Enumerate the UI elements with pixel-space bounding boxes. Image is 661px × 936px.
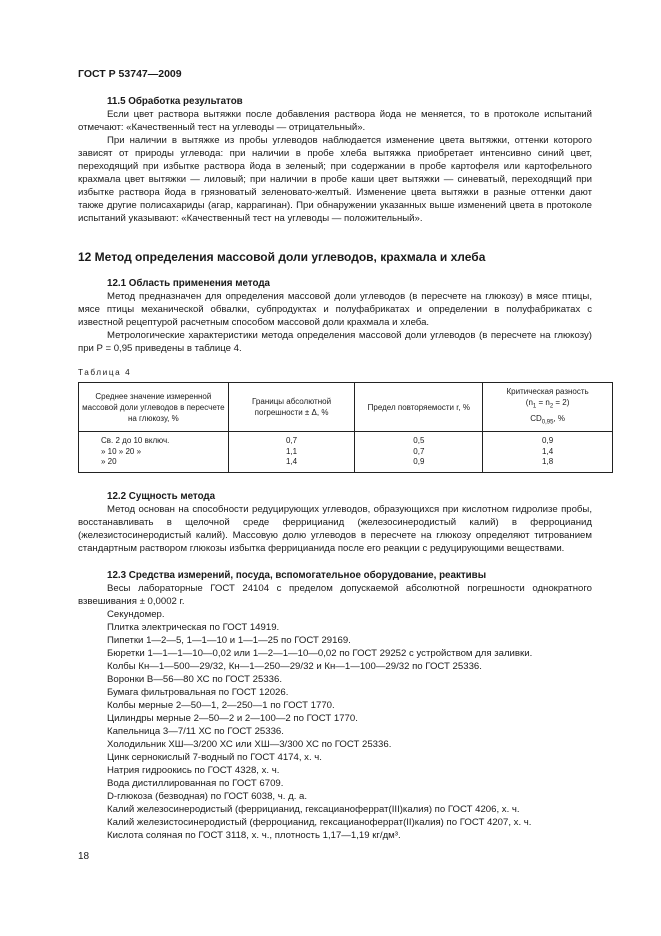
- table-cell: 1,4: [542, 446, 554, 456]
- section-12-2-title: 12.2 Сущность метода: [107, 491, 216, 502]
- table-4: [78, 382, 613, 473]
- header-line: Критическая разность: [506, 387, 589, 396]
- table-cell: 1,8: [542, 457, 554, 467]
- equipment-item: Колбы Кн—1—500—29/32, Кн—1—250—29/32 и Кн—1—100—29/32 по ГОСТ 25336.: [107, 661, 482, 672]
- section-12-1-title: 12.1 Область применения метода: [107, 278, 271, 289]
- section-12-3-title: 12.3 Средства измерений, посуда, вспомогательное оборудование, реактивы: [107, 570, 487, 581]
- equipment-item: Калий железистосинеродистый (ферроцианид, гексацианоферрат(II)калия) по ГОСТ 4207, х. ч.: [107, 817, 532, 828]
- equipment-item: Пипетки 1—2—5, 1—1—10 и 1—1—25 по ГОСТ 29169.: [107, 635, 351, 646]
- section-11-5-paragraph-2: При наличии в вытяжке из пробы углеводов наблюдается изменение цвета вытяжки, оттенки которого зависят от природы углевода: при наличии в пробе хлеба вытяжка приобретает интенсивно синий цвет, переходящий при избытке раствора йода в зеленый; при содержании в пробе картофеля или картофельного крахмала цвет вытяжки — лиловый; при наличии в пробе каши цвет вытяжки — синеватый, переходящий при избытке раствора йода в грязноватый зеленовато-желтый. Изменение цвета вытяжки в разные оттенки дают также другие полисахариды (агар, каррагинан). При обнаружении указанных выше изменений цвета в протоколе испытаний указывают: «Качественный тест на углеводы — положительный».: [78, 135, 592, 224]
- equipment-item: Цинк сернокислый 7-водный по ГОСТ 4174, х. ч.: [107, 752, 322, 763]
- equipment-item: Калий железосинеродистый (феррицианид, гексацианоферрат(III)калия) по ГОСТ 4206, х. ч.: [107, 804, 520, 815]
- table-cell: 0,7: [413, 446, 425, 456]
- table-cell: 0,5: [413, 436, 425, 446]
- equipment-item: Холодильник ХШ—3/200 ХС или ХШ—3/300 ХС по ГОСТ 25336.: [107, 739, 392, 750]
- table-header-cell-critical-difference: [483, 383, 613, 432]
- table-cell: 1,4: [285, 457, 298, 467]
- section-12-3-paragraph-1: Весы лабораторные ГОСТ 24104 с пределом допускаемой абсолютной погрешности однократного взвешивания ± 0,0002 г.: [78, 583, 592, 607]
- section-12-title: 12 Метод определения массовой доли углеводов, крахмала и хлеба: [78, 250, 486, 264]
- equipment-item: Секундомер.: [107, 609, 165, 620]
- section-12-2-paragraph-1: Метод основан на способности редуцирующих углеводов, образующихся при кислотном гидролизе пробы, восстанавливать в щелочной среде феррицианид (железосинеродистый калий) в ферроцианид (железистосинеродистый калий). Массовую долю углеводов в пересчете на глюкозу определяют титрованием стандартным раствором глюкозы избытка феррицианида после его реакции с редуцирующими веществами.: [78, 504, 592, 554]
- table-header-row: [79, 383, 613, 432]
- section-11-5-title: 11.5 Обработка результатов: [107, 96, 243, 107]
- table-cell: » 20: [101, 457, 117, 467]
- table-header-cell: Среднее значение измеренной массовой доли углеводов в пересчете на глюкозу, %: [79, 383, 229, 432]
- table-column-error: [228, 432, 355, 473]
- equipment-item: Воронки В—56—80 ХС по ГОСТ 25336.: [107, 674, 282, 685]
- table-4-caption: Таблица 4: [78, 368, 132, 377]
- equipment-item: Капельница 3—7/11 ХС по ГОСТ 25336.: [107, 726, 284, 737]
- table-header-cell: Предел повторяемости r, %: [355, 383, 483, 432]
- equipment-item: Цилиндры мерные 2—50—2 и 2—100—2 по ГОСТ 1770.: [107, 713, 358, 724]
- table-cell: 0,7: [285, 436, 298, 446]
- table-cell: 1,1: [285, 446, 298, 456]
- section-11-5-paragraph-1: Если цвет раствора вытяжки после добавления раствора йода не меняется, то в протоколе испытаний отмечают: «Качественный тест на углеводы — отрицательный».: [78, 109, 592, 133]
- equipment-item: Колбы мерные 2—50—1, 2—250—1 по ГОСТ 1770.: [107, 700, 335, 711]
- document-header: ГОСТ Р 53747—2009: [78, 68, 182, 80]
- equipment-item: Натрия гидроокись по ГОСТ 4328, х. ч.: [107, 765, 280, 776]
- equipment-item: Бумага фильтровальная по ГОСТ 12026.: [107, 687, 289, 698]
- header-formula-cd: $CD_{0,95}$, %: [530, 413, 566, 426]
- equipment-item: Кислота соляная по ГОСТ 3118, х. ч., плотность 1,17—1,19 кг/дм³.: [107, 830, 401, 841]
- equipment-item: D-глюкоза (безводная) по ГОСТ 6038, ч. д. а.: [107, 791, 308, 802]
- table-cell: 0,9: [542, 436, 554, 446]
- table-cell: 0,9: [413, 457, 425, 467]
- page-number: 18: [78, 851, 90, 862]
- table-header-cell: Границы абсолютной погрешности ± Δ, %: [228, 383, 355, 432]
- table-column-range: [79, 432, 229, 473]
- equipment-item: Вода дистиллированная по ГОСТ 6709.: [107, 778, 284, 789]
- section-12-1-paragraph-2: Метрологические характеристики метода определения массовой доли углеводов (в пересчете на глюкозу) при P = 0,95 приведены в таблице 4.: [78, 330, 592, 354]
- table-body: [79, 432, 613, 473]
- table-cell: » 10 » 20 »: [101, 446, 142, 456]
- section-12-1-paragraph-1: Метод предназначен для определения массовой доли углеводов (в пересчете на глюкозу) в мясе птицы, мясе птицы механической обвалки, субпродуктах и полуфабрикатах и определении в полуфабрикатах с известной рецептурой расчетным способом массовой доли крахмала и хлеба.: [78, 291, 592, 328]
- table-column-repeatability: [355, 432, 483, 473]
- header-formula: $(n_1 = n_2 = 2)$: [525, 398, 570, 410]
- equipment-item: Бюретки 1—1—1—10—0,02 или 1—2—1—10—0,02 по ГОСТ 29252 с устройством для заливки.: [107, 648, 533, 659]
- table-cell: Св. 2 до 10 включ.: [101, 436, 170, 446]
- equipment-item: Плитка электрическая по ГОСТ 14919.: [107, 622, 280, 633]
- table-column-critical-difference: [483, 432, 613, 473]
